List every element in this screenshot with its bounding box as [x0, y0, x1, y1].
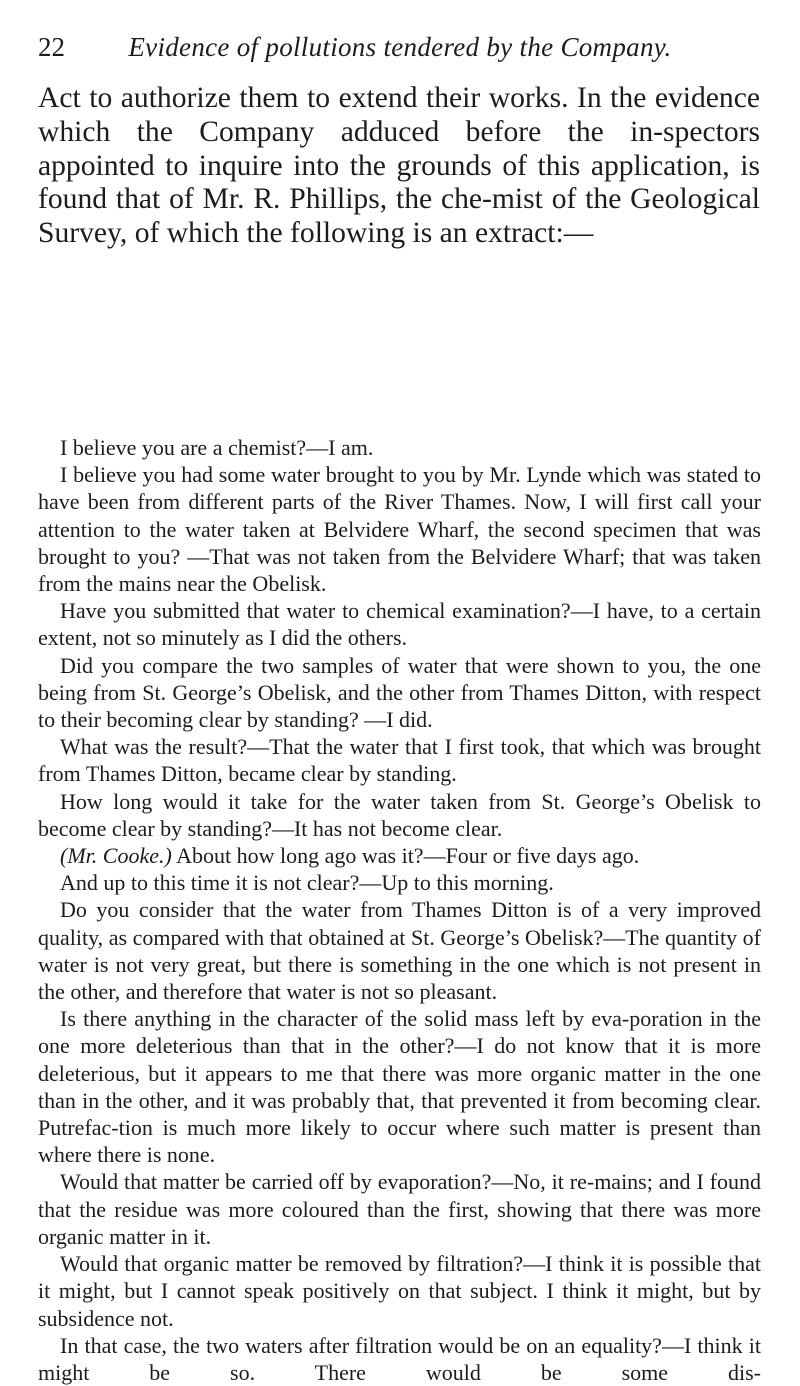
testimony-paragraph: I believe you are a chemist?—I am.	[60, 435, 374, 460]
testimony-paragraph: In that case, the two waters after filtration would be on an equality?—I think it might be so. There would be some dis-	[38, 1332, 761, 1385]
testimony-paragraph: Would that organic matter be removed by filtration?—I think it is possible that it might, but I cannot speak positively on that subject. I think it might, but by subsidence not.	[38, 1251, 761, 1331]
testimony-paragraph	[38, 842, 761, 869]
intro-paragraph: Act to authorize them to extend their works. In the evidence which the Company adduced before the in-spectors appointed to inquire into the grounds of this application, is found that of Mr. R. Phillips, the che-mist of the Geological Survey, of which the following is an extract:—	[38, 82, 760, 250]
speaker-label: (Mr. Cooke.)	[60, 843, 172, 869]
page-number: 22	[38, 32, 65, 62]
testimony-paragraph: And up to this time it is not clear?—Up to this morning.	[60, 870, 554, 896]
testimony-paragraph: Did you compare the two samples of water that were shown to you, the one being from St. George’s Obelisk, and the other from Thames Ditton, with respect to their becoming clear by standing? —I did.	[38, 652, 761, 733]
testimony-paragraph: Have you submitted that water to chemical examination?—I have, to a certain extent, not so minutely as I did the others.	[38, 598, 761, 651]
testimony-paragraph: Is there anything in the character of the solid mass left by eva-poration in the one more deleterious than that in the other?—I do not know that it is more deleterious, but it appears to me that there was more organic matter in the one than in the other, and it was probably that, that prevented it from becoming clear. Putrefac-tion is much more likely to occur where such matter is present than where there is none.	[38, 1006, 761, 1168]
testimony-text: About how long ago was it?—Four or five days ago.	[171, 843, 640, 869]
testimony-paragraph: What was the result?—That the water that I first took, that which was brought from Thames Ditton, became clear by standing.	[38, 734, 761, 787]
running-title: Evidence of pollutions tendered by the Company.	[128, 32, 672, 62]
testimony-extract	[38, 434, 761, 1386]
testimony-paragraph: How long would it take for the water taken from St. George’s Obelisk to become clear by standing?—It has not become clear.	[38, 788, 761, 841]
running-head	[38, 32, 762, 66]
testimony-paragraph: Would that matter be carried off by evaporation?—No, it re-mains; and I found that the residue was more coloured than the first, showing that there was more organic matter in it.	[38, 1169, 761, 1249]
testimony-paragraph: I believe you had some water brought to you by Mr. Lynde which was stated to have been from different parts of the River Thames. Now, I will first call your attention to the water taken at Belvidere Wharf, the second specimen that was brought to you? —That was not taken from the Belvidere Wharf; that was taken from the mains near the Obelisk.	[38, 462, 761, 597]
testimony-paragraph: Do you consider that the water from Thames Ditton is of a very improved quality, as compared with that obtained at St. George’s Obelisk?—The quantity of water is not very great, but there is something in the one which is not present in the other, and therefore that water is not so pleasant.	[38, 897, 761, 1005]
